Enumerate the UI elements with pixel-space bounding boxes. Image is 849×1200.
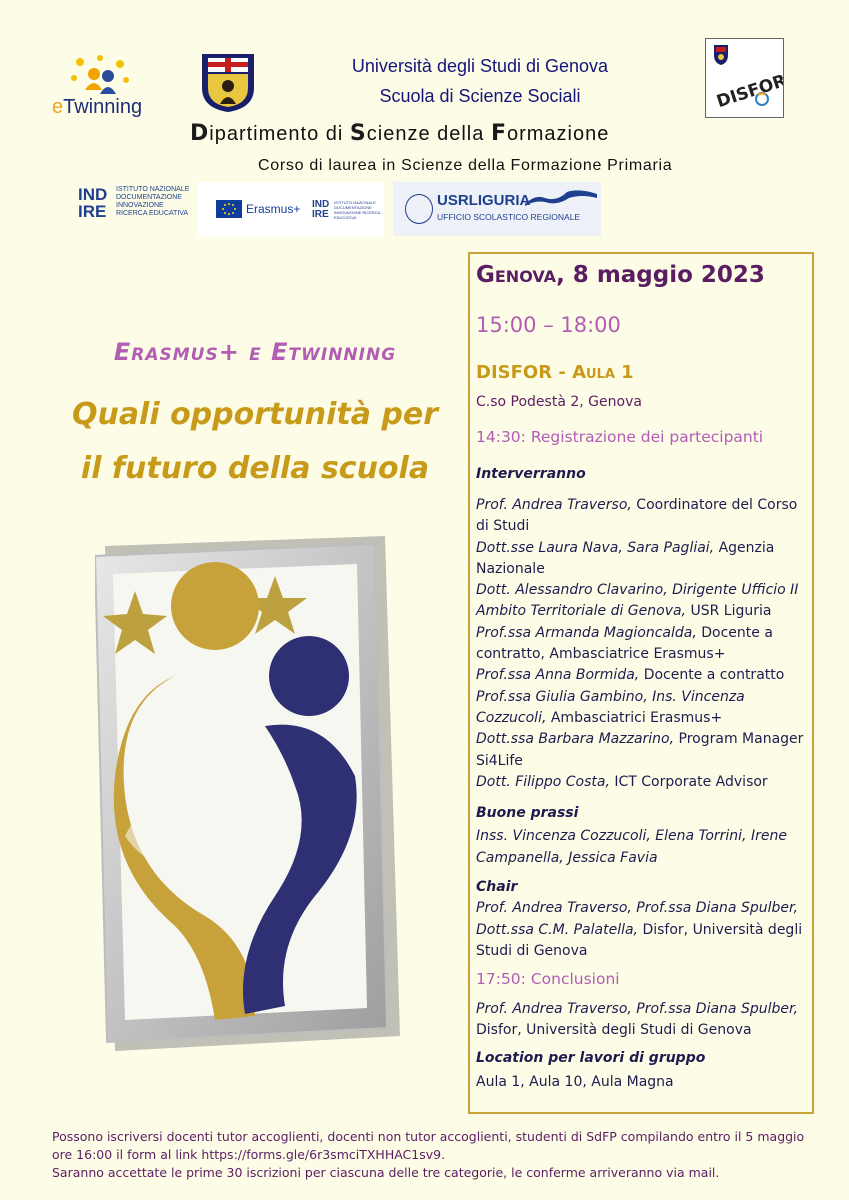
speaker-role: Docente a contratto: [639, 667, 785, 684]
dept-text-2: cienze della: [366, 123, 491, 145]
event-venue: [476, 362, 634, 383]
speaker-item: [476, 687, 806, 730]
speaker-item: [476, 495, 806, 538]
speaker-role: ICT Corporate Advisor: [609, 773, 768, 790]
event-city: Genova: [476, 262, 557, 288]
speaker-name: Dott.sse Laura Nava, Sara Pagliai,: [476, 539, 715, 556]
school-name: Scuola di Scienze Sociali: [379, 86, 581, 106]
event-address: C.so Podestà 2, Genova: [476, 394, 642, 410]
speaker-name: Prof. Andrea Traverso,: [476, 497, 632, 513]
speaker-name: Prof.ssa Armanda Magioncalda,: [476, 624, 697, 641]
eu-flag-icon: [216, 200, 242, 218]
footer-line-2: Saranno accettate le prime 30 iscrizioni per ciascuna delle tre categorie, le conferme arriveranno via mail.: [52, 1165, 720, 1180]
speaker-role: Coordinatore del Corso di Studi: [476, 497, 798, 535]
dept-text-3: ormazione: [506, 123, 610, 145]
conclusions-affiliation: Disfor, Università degli Studi di Genova: [476, 1022, 752, 1039]
dept-initial-f: F: [490, 121, 507, 146]
dept-initial-s: S: [349, 121, 367, 146]
speaker-item: [476, 729, 806, 772]
speaker-role: Ambasciatrici Erasmus+: [546, 709, 723, 726]
conclusions-names: [476, 999, 806, 1042]
indire-caption: ISTITUTO NAZIONALE DOCUMENTAZIONE INNOVAZIONE RICERCA EDUCATIVA: [116, 186, 190, 217]
speaker-name: Prof.ssa Anna Bormida,: [476, 667, 640, 684]
etwinning-rest: Twinning: [63, 96, 143, 118]
dept-initial-d: D: [190, 121, 210, 146]
usr-caption: UFFICIO SCOLASTICO REGIONALE: [437, 212, 581, 222]
unige-shield-icon: [200, 52, 256, 114]
speaker-item: [476, 772, 806, 793]
event-subtitle: Erasmus+ e Etwinning: [113, 338, 397, 366]
speaker-item: [476, 623, 806, 666]
good-practices-text: Inss. Vincenza Cozzucoli, Elena Torrini, Irene Campanella, Jessica Favia: [476, 828, 787, 866]
chair-names-text: Prof. Andrea Traverso, Prof.ssa Diana Spulber, Dott.ssa C.M. Palatella,: [476, 900, 798, 938]
disfor-logo: [705, 38, 784, 118]
event-date: [476, 262, 765, 288]
good-practices-heading: Buone prassi: [476, 805, 579, 822]
indire-ire-text: IRE: [78, 202, 107, 221]
indire-ind-text: IND: [78, 185, 108, 204]
chair-affiliation: Disfor, Università degli Studi di Genova: [476, 921, 803, 959]
etwinning-wordmark: [52, 96, 142, 119]
speaker-item: [476, 665, 806, 686]
svg-text:DISFOR: DISFOR: [714, 70, 783, 113]
erasmus-label: Erasmus+: [246, 202, 301, 216]
event-time: 15:00 – 18:00: [476, 313, 621, 337]
usr-title: USRLIGURIA: [437, 192, 531, 209]
footer-note: [52, 1128, 812, 1182]
disfor-emblem-icon: [706, 39, 783, 117]
speaker-name: Dott. Filippo Costa,: [476, 773, 610, 790]
chair-names: [476, 898, 806, 962]
department-name: [190, 121, 609, 146]
registration-time: 14:30: Registrazione dei partecipanti: [476, 428, 764, 446]
speakers-heading: Interverranno: [476, 466, 586, 482]
republic-emblem-icon: [405, 194, 433, 224]
speaker-name: Dott.ssa Barbara Mazzarino,: [476, 731, 675, 748]
indire2-caption: ISTITUTO NAZIONALE DOCUMENTAZIONE INNOVAZIONE RICERCA EDUCATIVA: [334, 200, 381, 220]
speaker-role: Program Manager Si4Life: [476, 731, 804, 769]
etwinning-e: e: [52, 96, 64, 118]
venue-name: DISFOR -: [476, 362, 573, 383]
chair-heading: Chair: [476, 879, 518, 896]
indire2-ind-text: IND: [312, 199, 330, 210]
speaker-name: Dott. Alessandro Clavarino, Dirigente Ufficio II Ambito Territoriale di Genova,: [476, 582, 799, 620]
good-practices-names: [476, 826, 806, 869]
speaker-name: Prof.ssa Giulia Gambino, Ins. Vincenza Cozzucoli,: [476, 688, 745, 726]
speaker-role: Agenzia Nazionale: [476, 539, 775, 577]
dept-text-1: ipartimento di: [209, 123, 350, 145]
speakers-list: [476, 495, 806, 962]
etwinning-figures-icon: [50, 50, 150, 98]
event-date-text: , 8 maggio 2023: [556, 262, 765, 288]
speaker-item: [476, 580, 806, 623]
usr-liguria-logo: [393, 182, 601, 236]
footer-line-1: Possono iscriversi docenti tutor accoglienti, docenti non tutor accoglienti, studenti di SdFP compilando entro il 5 maggio ore 16:00 il form al link https://forms.gle/6r3smciTXHHAC1sv9.: [52, 1129, 805, 1162]
conclusions-names-text: Prof. Andrea Traverso, Prof.ssa Diana Spulber,: [476, 1001, 798, 1017]
liguria-map-icon: [523, 186, 599, 208]
speaker-item: [476, 538, 806, 581]
speaker-role: Docente a contratto, Ambasciatrice Erasmus+: [476, 624, 773, 663]
event-title: [40, 388, 470, 496]
speaker-role: USR Liguria: [686, 603, 772, 620]
event-title-line1: Quali opportunità per: [71, 397, 439, 432]
etwinning-illustration: [95, 536, 405, 1056]
indire2-ire-text: IRE: [312, 209, 329, 220]
location-list: Aula 1, Aula 10, Aula Magna: [476, 1074, 674, 1090]
conclusions-heading: 17:50: Conclusioni: [476, 970, 620, 988]
location-heading: Location per lavori di gruppo: [476, 1050, 706, 1066]
indire-logo: [70, 182, 195, 236]
university-name: Università degli Studi di Genova: [351, 56, 609, 76]
erasmus-indire-logo: [198, 182, 384, 236]
degree-course: Corso di laurea in Scienze della Formazione Primaria: [258, 157, 673, 174]
event-title-line2: il futuro della scuola: [80, 451, 430, 486]
venue-room: Aula 1: [572, 362, 634, 383]
